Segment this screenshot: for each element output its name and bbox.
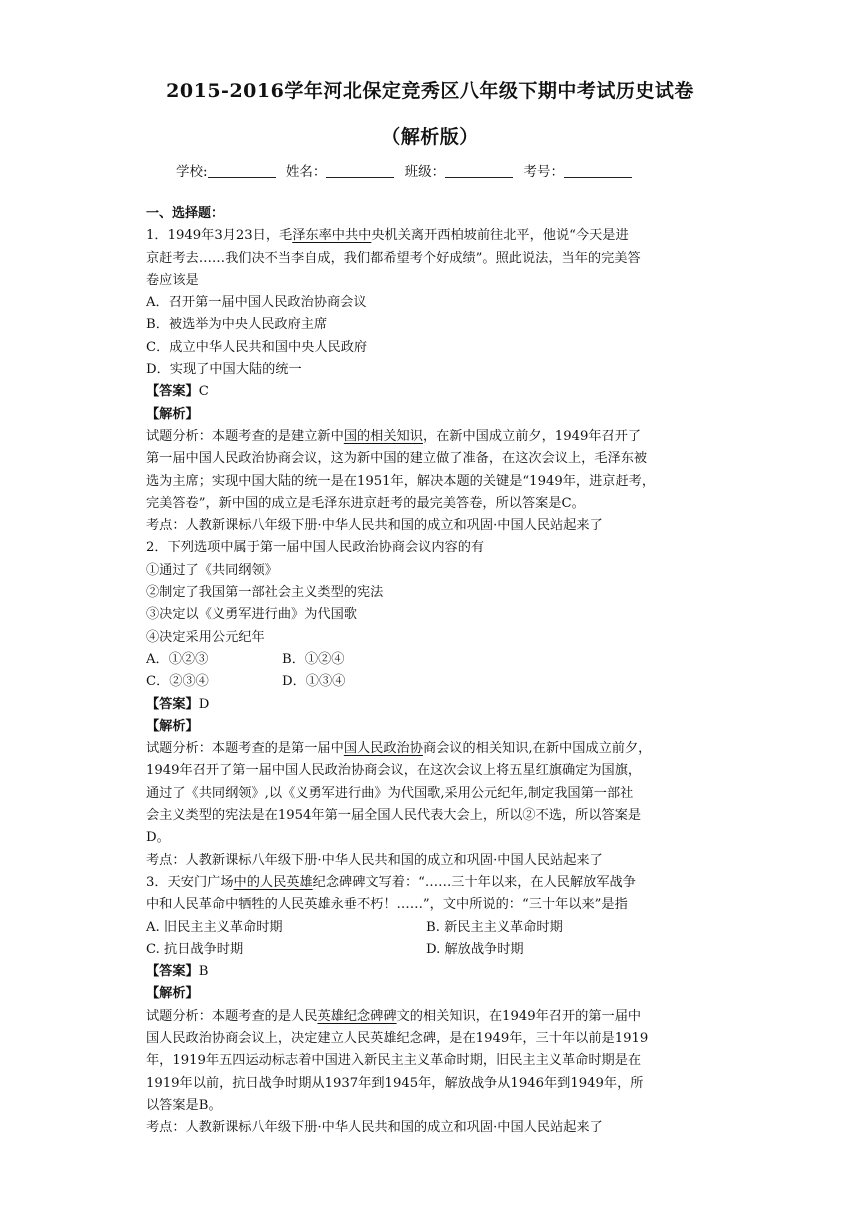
- q3-stem-line-1: [146, 872, 714, 894]
- q3-option-d: D. 解放战争时期: [426, 941, 524, 957]
- number-blank: [564, 165, 632, 178]
- q3-options-row-2: [146, 939, 714, 961]
- answer-value: B: [198, 964, 209, 980]
- exam-title: 2015-2016学年河北保定竞秀区八年级下期中考试历史试卷: [166, 80, 694, 102]
- q3-option-a: A. 旧民主主义革命时期: [146, 919, 283, 935]
- student-info-row: [176, 160, 716, 180]
- name-blank: [326, 165, 394, 178]
- q3-text: 纪念碑碑文写着：“……三十年以来，在人民解放军战争: [312, 874, 636, 890]
- q2-options-row-2: [146, 671, 714, 693]
- q3-analysis-line-4: 1919年以前，抗日战争时期从1937年到1945年，解放战争从1946年到1949年，所: [146, 1075, 644, 1091]
- q1-option-c: C．成立中华人民共和国中央人民政府: [146, 339, 368, 355]
- school-label: 学校:: [176, 164, 208, 180]
- q2-statement-2: ②制定了我国第一部社会主义类型的宪法: [146, 585, 384, 601]
- q3-stem-line-2: 中和人民革命中牺牲的人民英雄永垂不朽！……”，文中所说的：“三十年以来”是指: [146, 897, 628, 913]
- analysis-text: 试题分析：本题考查的是第一届中: [146, 741, 344, 757]
- q1-underlined-text: 泽东率中共中: [292, 228, 372, 244]
- analysis-text: 商会议的相关知识,在新中国成立前夕，: [422, 741, 652, 757]
- answer-value: D: [198, 696, 210, 712]
- name-label: 姓名：: [285, 164, 327, 180]
- q2-analysis-label: 【解析】: [146, 718, 199, 734]
- q1-stem-line-1: [146, 225, 714, 247]
- q1-knowledge-point: 考点：人教新课标八年级下册·中华人民共和国的成立和巩固·中国人民站起来了: [146, 518, 603, 534]
- q2-statement-3: ③决定以《义勇军进行曲》为代国歌: [146, 607, 357, 623]
- class-blank: [445, 165, 513, 178]
- q2-analysis-line-4: 会主义类型的宪法是在1954年第一届全国人民代表大会上，所以②不选，所以答案是: [146, 808, 642, 824]
- q1-stem-line-3: 卷应该是: [146, 272, 199, 288]
- analysis-underlined-text: 英雄纪念碑碑: [317, 1008, 397, 1024]
- q2-knowledge-point: 考点：人教新课标八年级下册·中华人民共和国的成立和巩固·中国人民站起来了: [146, 852, 603, 868]
- q2-option-a: A．①②③: [146, 651, 209, 667]
- q3-underlined-text: 中的人民英雄: [233, 874, 313, 890]
- q2-option-c: C．②③④: [146, 674, 209, 690]
- q2-analysis-line-2: 1949年召开了第一届中国人民政治协商会议，在这次会议上将五星红旗确定为国旗，: [146, 763, 642, 779]
- q2-analysis-line-5: D。: [146, 830, 170, 846]
- exam-subtitle: （解析版）: [381, 126, 479, 148]
- q1-text: 央机关离开西柏坡前往北平，他说“今天是进: [371, 228, 629, 244]
- q2-analysis-line-1: [146, 738, 714, 760]
- q2-answer: [146, 694, 714, 716]
- class-label: 班级：: [404, 164, 446, 180]
- q1-analysis-line-3: 选为主席；实现中国大陆的统一是在1951年，解决本题的关键是“1949年，进京赶考，: [146, 473, 656, 489]
- q2-options-row-1: [146, 649, 714, 671]
- q3-option-c: C. 抗日战争时期: [146, 941, 244, 957]
- answer-label: 【答案】: [146, 964, 199, 980]
- q2-statement-4: ④决定采用公元纪年: [146, 629, 265, 645]
- q1-option-a: A．召开第一届中国人民政治协商会议: [146, 295, 367, 311]
- analysis-text: 文的相关知识，在1949年召开的第一届中: [396, 1008, 642, 1024]
- analysis-text: ，在新中国成立前夕，1949年召开了: [422, 428, 642, 444]
- school-blank: [208, 165, 276, 178]
- answer-label: 【答案】: [146, 696, 199, 712]
- q1-stem-line-2: 京赶考去……我们决不当李自成，我们都希望考个好成绩”。照此说法，当年的完美答: [146, 250, 641, 266]
- q1-text: 1．1949年3月23日，毛: [146, 228, 293, 244]
- q2-option-b: B．①②④: [282, 651, 345, 667]
- section-heading: 一、选择题：: [146, 206, 225, 221]
- number-label: 考号：: [523, 164, 564, 180]
- answer-label: 【答案】: [146, 384, 199, 400]
- q3-options-row-1: [146, 917, 714, 939]
- q3-answer: [146, 961, 714, 983]
- answer-value: C: [198, 384, 209, 400]
- q3-analysis-line-2: 国人民政治协商会议上，决定建立人民英雄纪念碑，是在1949年，三十年以前是1919: [146, 1030, 649, 1046]
- analysis-text: 试题分析：本题考查的是人民: [146, 1008, 318, 1024]
- q2-option-d: D．①③④: [282, 674, 346, 690]
- q1-analysis-line-2: 第一届中国人民政治协商会议，这为新中国的建立做了准备，在这次会议上，毛泽东被: [146, 451, 648, 467]
- q2-statement-1: ①通过了《共同纲领》: [146, 562, 278, 578]
- q1-analysis-line-4: 完美答卷”，新中国的成立是毛泽东进京赶考的最完美答卷，所以答案是C。: [146, 495, 585, 511]
- q2-analysis-line-3: 通过了《共同纲领》,以《义勇军进行曲》为代国歌,采用公元纪年,制定我国第一部社: [146, 785, 634, 801]
- q3-text: 3．天安门广场: [146, 874, 234, 890]
- q1-analysis-label: 【解析】: [146, 406, 199, 422]
- q3-analysis-line-1: [146, 1006, 714, 1028]
- exam-content: [146, 203, 714, 1139]
- analysis-underlined-text: 国的相关知识: [343, 428, 423, 444]
- q3-option-b: B. 新民主主义革命时期: [426, 919, 563, 935]
- analysis-underlined-text: 国人民政治协: [343, 741, 423, 757]
- q3-analysis-line-3: 年，1919年五四运动标志着中国进入新民主主义革命时期，旧民主主义革命时期是在: [146, 1053, 642, 1069]
- q1-analysis-line-1: [146, 426, 714, 448]
- q1-answer: [146, 381, 714, 403]
- q1-option-d: D．实现了中国大陆的统一: [146, 362, 302, 378]
- q3-knowledge-point: 考点：人教新课标八年级下册·中华人民共和国的成立和巩固·中国人民站起来了: [146, 1120, 603, 1136]
- q3-analysis-label: 【解析】: [146, 986, 199, 1002]
- q1-option-b: B．被选举为中央人民政府主席: [146, 317, 328, 333]
- q3-analysis-line-5: 以答案是B。: [146, 1097, 222, 1113]
- q2-stem: 2．下列选项中属于第一届中国人民政治协商会议内容的有: [146, 540, 485, 556]
- analysis-text: 试题分析：本题考查的是建立新中: [146, 428, 344, 444]
